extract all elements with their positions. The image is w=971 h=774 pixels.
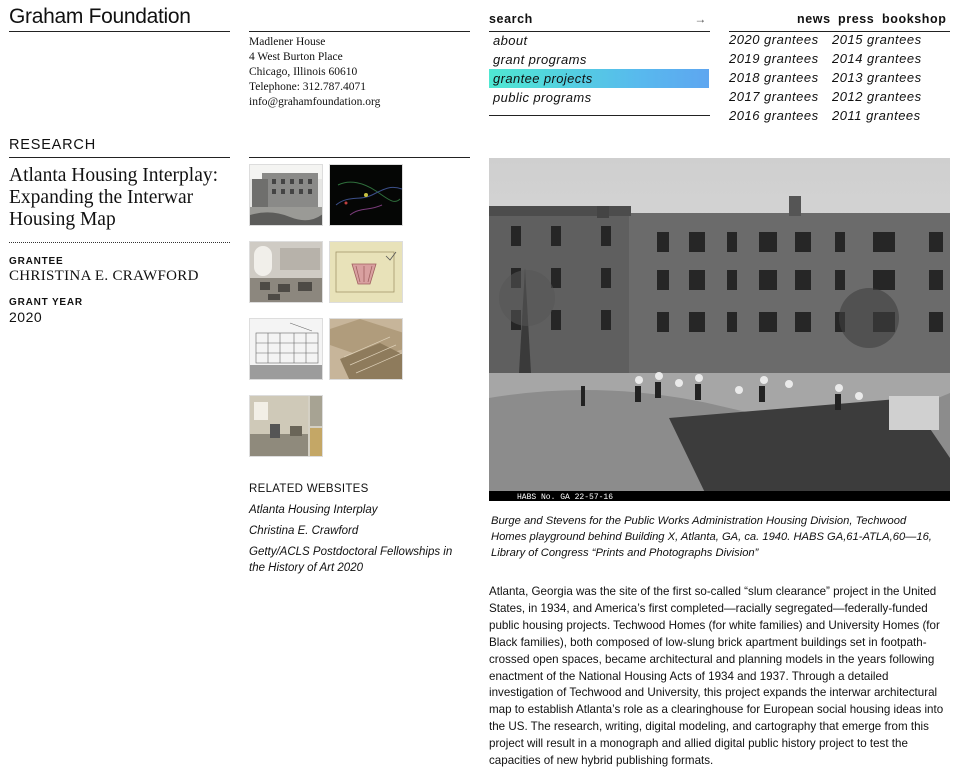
thumbnail-architectural-drawing[interactable] [249, 318, 323, 380]
main-image[interactable] [489, 158, 950, 501]
menu-item-grant-programs[interactable] [489, 50, 709, 69]
section-rule [9, 157, 230, 158]
phone-line: Telephone: 312.787.4071 [249, 81, 367, 93]
thumbnail-interior-photo[interactable] [249, 241, 323, 303]
project-description: Atlanta, Georgia was the site of the first so-called “slum clearance” project in the United States, in 1934, and America’s first completed—racially segregated—federally-funded public housing projects. Techwood Homes (for white families) and University Homes (for Black families), both composed of low-slung brick apartment buildings set in footpath-crossed open spaces, became architectural and planning models in the years following enactment of the National Housing Acts of 1934 and 1937. Through a detailed investigation of Techwood and University, this project expands the interwar architectural map to establish Atlanta’s role as a clearinghouse for European social housing ideas into the US. The research, writing, digital modeling, and cartography that emerge from this project will result in a monograph and allied digital public history project to test the capacities of new hybrid publishing formats. [489, 585, 944, 768]
menu-item-public-programs[interactable] [489, 88, 709, 107]
menu-item-about[interactable] [489, 31, 709, 50]
menu-item-label: public programs [493, 90, 592, 105]
grantee-year-link[interactable]: 2020 grantees [729, 32, 819, 47]
menu-item-label: grantee projects [493, 71, 593, 86]
title-divider [9, 242, 230, 243]
grant-year-value: 2020 [9, 309, 43, 325]
menu-item-label: grant programs [493, 52, 587, 67]
gallery-rule [249, 157, 470, 158]
related-link[interactable]: Atlanta Housing Interplay [249, 504, 378, 516]
news-link[interactable]: news [797, 12, 831, 26]
image-label: HABS No. GA 22-57-16 [517, 493, 614, 501]
grantee-year-link[interactable]: 2011 grantees [832, 108, 921, 123]
menu-item-grantee-projects[interactable] [489, 69, 709, 88]
menu-rule [489, 115, 710, 116]
address-block [249, 35, 380, 110]
site-logo[interactable]: Graham Foundation [9, 5, 191, 28]
grantee-year-link[interactable]: 2015 grantees [832, 32, 922, 47]
press-link[interactable]: press [838, 12, 875, 26]
arrow-right-icon: → [694, 12, 707, 26]
thumbnail-building-photo[interactable] [249, 164, 323, 226]
image-caption: Burge and Stevens for the Public Works Administration Housing Division, Techwood Homes playground behind Building X, Atlanta, GA, ca. 1940. HABS GA,61-ATLA,60—16, Library of Congress “Prints and Photographs Division” [491, 515, 932, 559]
section-label: RESEARCH [9, 137, 96, 153]
grantee-year-link[interactable]: 2012 grantees [832, 89, 922, 104]
related-link[interactable]: Getty/ACLS Postdoctoral Fellowships in the History of Art 2020 [249, 546, 453, 574]
grantee-year-link[interactable]: 2017 grantees [729, 89, 819, 104]
email-link[interactable]: info@grahamfoundation.org [249, 96, 381, 108]
grant-year-label: GRANT YEAR [9, 297, 83, 308]
page-title: Atlanta Housing Interplay: Expanding the Interwar Housing Map [9, 165, 219, 230]
search-button[interactable] [489, 12, 709, 30]
menu-item-label: about [493, 33, 528, 48]
address-line: Chicago, Illinois 60610 [249, 66, 358, 78]
thumbnail-aerial-map[interactable] [329, 318, 403, 380]
address-line: Madlener House [249, 36, 326, 48]
address-line: 4 West Burton Place [249, 51, 343, 63]
thumbnail-office-photo[interactable] [249, 395, 323, 457]
grantee-year-link[interactable]: 2016 grantees [729, 108, 819, 123]
thumbnail-site-plan[interactable] [329, 241, 403, 303]
search-label: search [489, 12, 533, 26]
related-websites-label: RELATED WEBSITES [249, 483, 369, 495]
related-link[interactable]: Christina E. Crawford [249, 525, 359, 537]
address-rule [249, 31, 470, 32]
grantee-year-link[interactable]: 2014 grantees [832, 51, 922, 66]
bookshop-link[interactable]: bookshop [882, 12, 947, 26]
grantee-year-link[interactable]: 2019 grantees [729, 51, 819, 66]
grantee-name: CHRISTINA E. CRAWFORD [9, 268, 199, 284]
thumbnail-dark-map[interactable] [329, 164, 403, 226]
logo-rule [9, 31, 230, 32]
grantee-year-link[interactable]: 2018 grantees [729, 70, 819, 85]
grantee-year-link[interactable]: 2013 grantees [832, 70, 922, 85]
grantee-label: GRANTEE [9, 256, 64, 267]
